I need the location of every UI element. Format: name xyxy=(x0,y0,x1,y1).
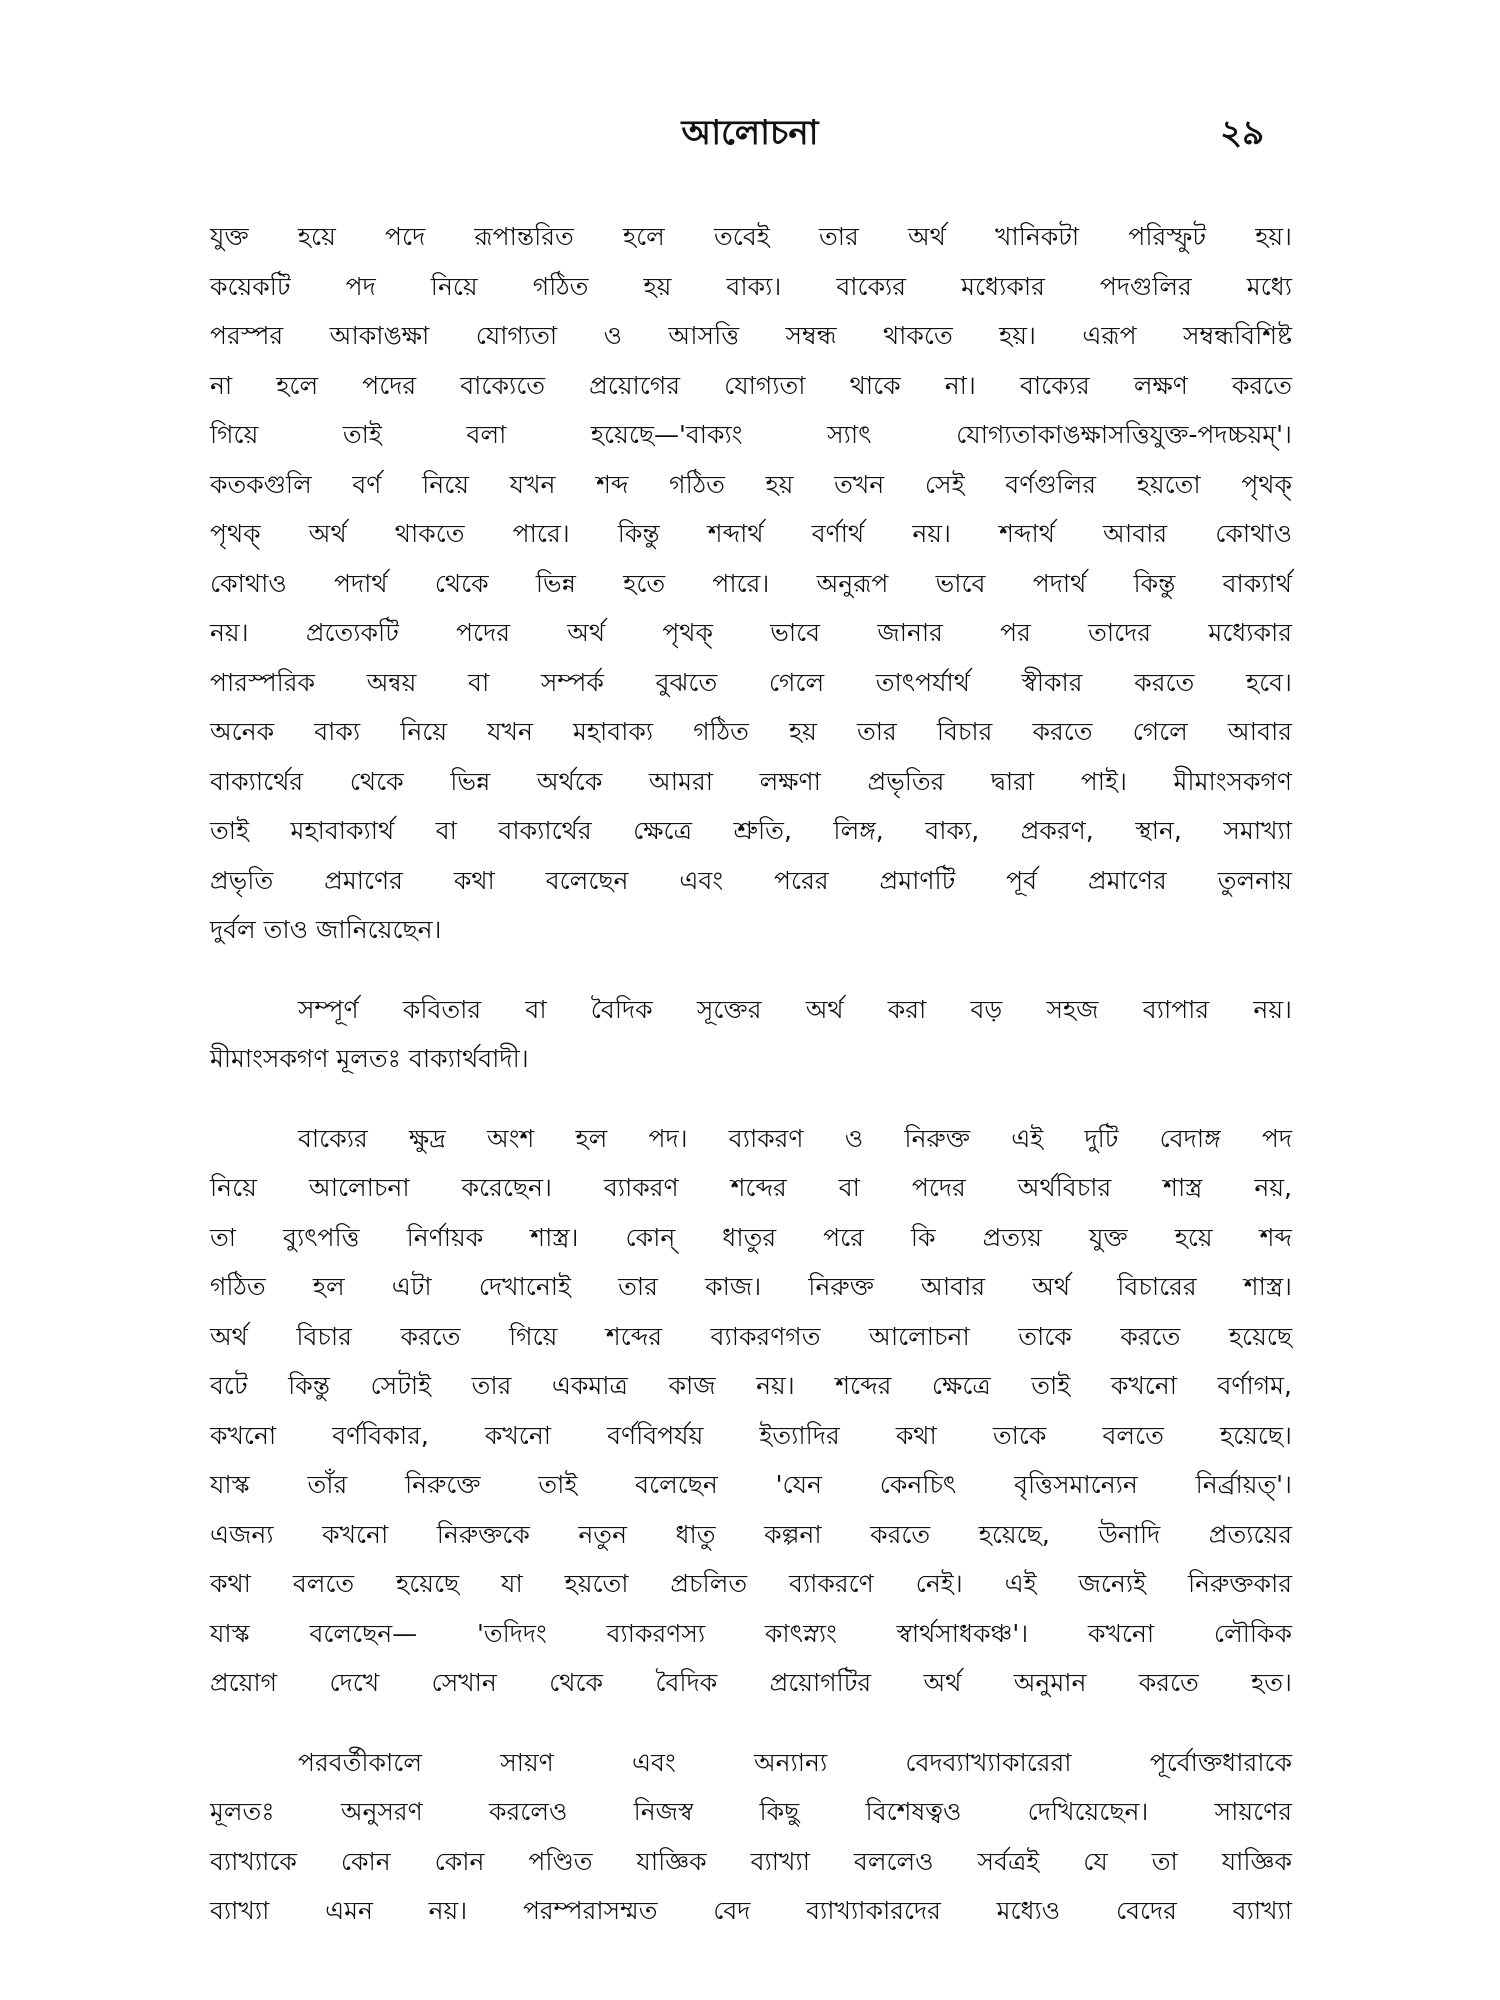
text-line: বাক্যার্থের থেকে ভিন্ন অর্থকে আমরা লক্ষণা প্রভৃতির দ্বারা পাই। মীমাংসকগণ xyxy=(210,766,1292,796)
paragraph-1 xyxy=(210,212,1292,955)
text-line: প্রভৃতি প্রমাণের কথা বলেছেন এবং পরের প্রমাণটি পূর্ব প্রমাণের তুলনায় xyxy=(210,865,1292,895)
paragraph-gap xyxy=(210,1708,1292,1738)
text-line: বটে কিন্তু সেটাই তার একমাত্র কাজ নয়। শব্দের ক্ষেত্রে তাই কখনো বর্ণাগম, xyxy=(210,1371,1292,1400)
text-line: দুর্বল তাও জানিয়েছেন। xyxy=(210,915,442,944)
text-line: কয়েকটি পদ নিয়ে গঠিত হয় বাক্য। বাক্যের মধ্যেকার পদগুলির মধ্যে xyxy=(210,271,1292,301)
running-title: আলোচনা xyxy=(681,113,819,153)
text-line: কোথাও পদার্থ থেকে ভিন্ন হতে পারে। অনুরূপ ভাবে পদার্থ কিন্তু বাক্যার্থ xyxy=(210,568,1292,598)
text-line: না হলে পদের বাক্যেতে প্রয়োগের যোগ্যতা থাকে না। বাক্যের লক্ষণ করতে xyxy=(210,370,1292,400)
text-line: পরস্পর আকাঙক্ষা যোগ্যতা ও আসত্তি সম্বন্ধ থাকতে হয়। এরূপ সম্বন্ধবিশিষ্ট xyxy=(210,321,1292,350)
text-line: নিয়ে আলোচনা করেছেন। ব্যাকরণ শব্দের বা পদের অর্থবিচার শাস্ত্র নয়, xyxy=(210,1173,1292,1202)
paragraph-4 xyxy=(210,1738,1292,1936)
text-line: এজন্য কখনো নিরুক্তকে নতুন ধাতু কল্পনা করতে হয়েছে, উনাদি প্রত্যয়ের xyxy=(210,1519,1292,1549)
text-line: মূলতঃ অনুসরণ করলেও নিজস্ব কিছু বিশেষত্বও দেখিয়েছেন। সায়ণের xyxy=(210,1797,1292,1826)
text-line: কতকগুলি বর্ণ নিয়ে যখন শব্দ গঠিত হয় তখন সেই বর্ণগুলির হয়তো পৃথক্ xyxy=(210,469,1292,499)
text-line: অর্থ বিচার করতে গিয়ে শব্দের ব্যাকরণগত আলোচনা তাকে করতে হয়েছে xyxy=(210,1321,1292,1351)
page-number: ২৯ xyxy=(1220,113,1265,153)
text-line: প্রয়োগ দেখে সেখান থেকে বৈদিক প্রয়োগটির অর্থ অনুমান করতে হত। xyxy=(210,1668,1292,1697)
text-line: মীমাংসকগণ মূলতঃ বাক্যার্থবাদী। xyxy=(210,1044,529,1073)
text-line: অনেক বাক্য নিয়ে যখন মহাবাক্য গঠিত হয় তার বিচার করতে গেলে আবার xyxy=(210,717,1292,746)
text-line: ব্যাখ্যাকে কোন কোন পণ্ডিত যাজ্ঞিক ব্যাখ্যা বললেও সর্বত্রই যে তা যাজ্ঞিক xyxy=(210,1846,1292,1876)
text-line: ব্যাখ্যা এমন নয়। পরম্পরাসম্মত বেদ ব্যাখ্যাকারদের মধ্যেও বেদের ব্যাখ্যা xyxy=(210,1896,1292,1925)
text-line: যুক্ত হয়ে পদে রূপান্তরিত হলে তবেই তার অর্থ খানিকটা পরিস্ফুট হয়। xyxy=(210,222,1292,251)
text-line: গঠিত হল এটা দেখানোই তার কাজ। নিরুক্ত আবার অর্থ বিচারের শাস্ত্র। xyxy=(210,1272,1292,1301)
body-text xyxy=(210,212,1292,1936)
text-line: যাস্ক তাঁর নিরুক্তে তাই বলেছেন 'যেন কেনচিৎ বৃত্তিসমান্যেন নির্ব্রায়ত্'। xyxy=(210,1470,1292,1499)
paragraph-2 xyxy=(210,985,1292,1084)
text-line: গিয়ে তাই বলা হয়েছে—'বাক্যং স্যাৎ যোগ্যতাকাঙক্ষাসত্তিযুক্ত-পদচ্চয়ম্'। xyxy=(210,420,1292,449)
text-line: পরবর্তীকালে সায়ণ এবং অন্যান্য বেদব্যাখ্যাকারেরা পূর্বোক্তধারাকে xyxy=(298,1747,1292,1777)
running-head xyxy=(0,108,1500,158)
text-line: তাই মহাবাক্যার্থ বা বাক্যার্থের ক্ষেত্রে শ্রুতি, লিঙ্গ, বাক্য, প্রকরণ, স্থান, সমাখ্যা xyxy=(210,816,1292,845)
paragraph-gap xyxy=(210,955,1292,985)
text-line: পৃথক্ অর্থ থাকতে পারে। কিন্তু শব্দার্থ বর্ণার্থ নয়। শব্দার্থ আবার কোথাও xyxy=(210,519,1292,548)
text-line: কখনো বর্ণবিকার, কখনো বর্ণবিপর্যয় ইত্যাদির কথা তাকে বলতে হয়েছে। xyxy=(210,1420,1292,1450)
text-line: যাস্ক বলেছেন— 'তদিদং ব্যাকরণস্য কাৎস্ন্যং স্বার্থসাধকঞ্চ'। কখনো লৌকিক xyxy=(210,1618,1292,1648)
text-line: পারস্পরিক অন্বয় বা সম্পর্ক বুঝতে গেলে তাৎপর্যার্থ স্বীকার করতে হবে। xyxy=(210,667,1292,697)
text-line: বাক্যের ক্ষুদ্র অংশ হল পদ। ব্যাকরণ ও নিরুক্ত এই দুটি বেদাঙ্গ পদ xyxy=(298,1123,1292,1153)
text-line: কথা বলতে হয়েছে যা হয়তো প্রচলিত ব্যাকরণে নেই। এই জন্যেই নিরুক্তকার xyxy=(210,1569,1292,1598)
text-line: সম্পূর্ণ কবিতার বা বৈদিক সূক্তের অর্থ করা বড় সহজ ব্যাপার নয়। xyxy=(298,994,1292,1024)
paragraph-gap xyxy=(210,1084,1292,1114)
text-line: তা ব্যুৎপত্তি নির্ণায়ক শাস্ত্র। কোন্ ধাতুর পরে কি প্রত্যয় যুক্ত হয়ে শব্দ xyxy=(210,1222,1292,1252)
paragraph-3 xyxy=(210,1114,1292,1708)
text-line: নয়। প্রত্যেকটি পদের অর্থ পৃথক্ ভাবে জানার পর তাদের মধ্যেকার xyxy=(210,618,1292,647)
